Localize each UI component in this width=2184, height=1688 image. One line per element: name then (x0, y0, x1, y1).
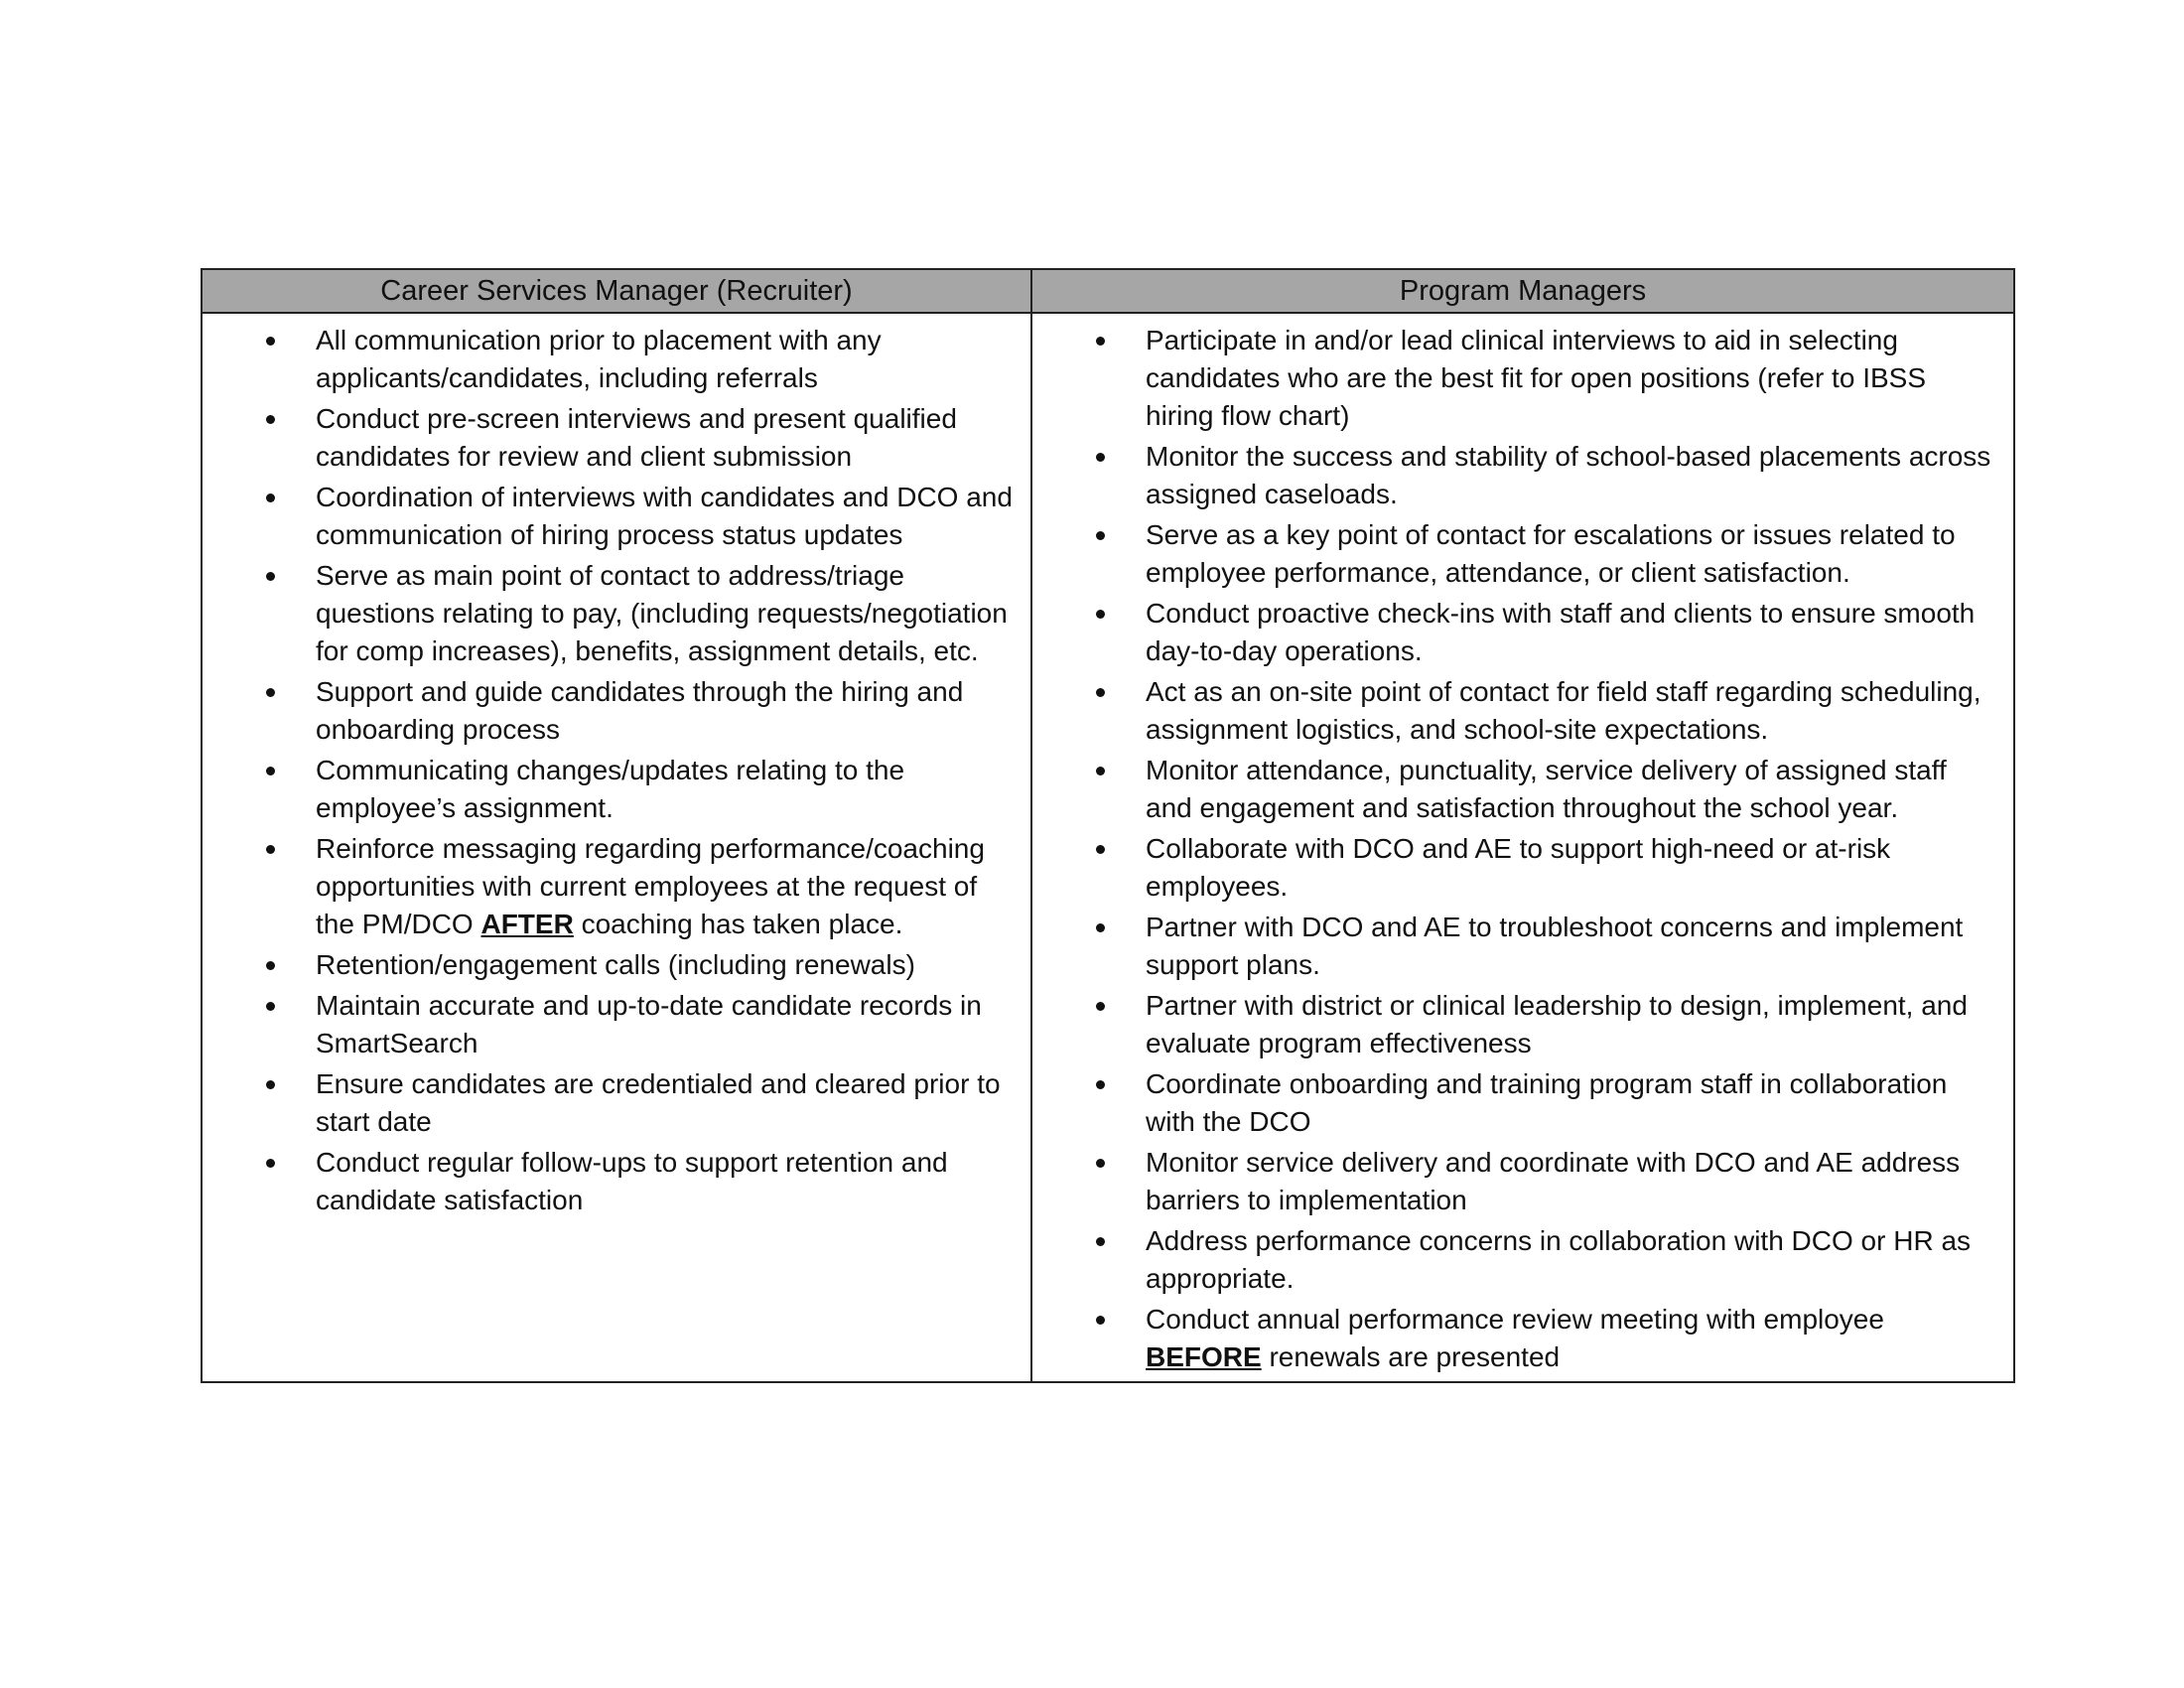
list-item (1032, 673, 1997, 749)
bullet-icon (1096, 767, 1105, 775)
bullet-icon (1096, 1002, 1105, 1011)
list-item-text: Address performance concerns in collaboration with DCO or HR as appropriate. (1146, 1225, 1972, 1294)
list-item-text: Participate in and/or lead clinical interviews to aid in selecting candidates who are the best fit for open positions (refer to IBSS hiring flow chart) (1146, 325, 1926, 431)
list-item-text: Reinforce messaging regarding performance/coaching opportunities with current employees at the request of the PM/DCO (316, 833, 985, 939)
list-item-text: Monitor the success and stability of school-based placements across assigned caseloads. (1146, 441, 1991, 509)
list-item (1032, 1144, 1997, 1219)
bullet-icon (266, 1159, 275, 1168)
bullet-icon (266, 415, 275, 424)
list-item (203, 752, 1015, 827)
list-item (203, 946, 1015, 984)
list-item (1032, 438, 1997, 513)
bullet-icon (266, 767, 275, 775)
list-item (203, 557, 1015, 670)
bullet-icon (1096, 453, 1105, 462)
bullet-icon (1096, 610, 1105, 619)
list-item-text: Communicating changes/updates relating to the employee’s assignment. (316, 755, 905, 823)
list-item (1032, 595, 1997, 670)
list-item-text: Coordination of interviews with candidates and DCO and communication of hiring process status updates (316, 482, 1013, 550)
list-item (1032, 322, 1997, 435)
table-body-row (202, 313, 2014, 1382)
list-item-text: All communication prior to placement with any applicants/candidates, including referrals (316, 325, 882, 393)
list-item (1032, 1222, 1997, 1298)
emphasis-text: AFTER (480, 909, 574, 939)
recruiter-cell (202, 313, 1031, 1382)
bullet-icon (1096, 337, 1105, 346)
bullet-icon (266, 845, 275, 854)
bullet-icon (266, 337, 275, 346)
bullet-icon (1096, 1159, 1105, 1168)
list-item (1032, 752, 1997, 827)
list-item-text: Partner with DCO and AE to troubleshoot concerns and implement support plans. (1146, 912, 1964, 980)
list-item (203, 479, 1015, 554)
program-manager-duties-list (1032, 322, 1997, 1376)
emphasis-text: BEFORE (1146, 1341, 1262, 1372)
list-item-text: Serve as a key point of contact for escalations or issues related to employee performance, attendance, or client satisfaction. (1146, 519, 1956, 588)
list-item (1032, 830, 1997, 906)
list-item-text: Conduct pre-screen interviews and present qualified candidates for review and client submission (316, 403, 957, 472)
roles-comparison-table (201, 268, 2015, 1383)
bullet-icon (1096, 688, 1105, 697)
list-item-text: Support and guide candidates through the hiring and onboarding process (316, 676, 964, 745)
program-managers-cell (1031, 313, 2014, 1382)
header-program-managers: Program Managers (1031, 269, 2014, 313)
bullet-icon (1096, 1237, 1105, 1246)
list-item-text: Act as an on-site point of contact for field staff regarding scheduling, assignment logistics, and school-site expectations. (1146, 676, 1981, 745)
list-item (1032, 516, 1997, 592)
list-item (203, 1065, 1015, 1141)
bullet-icon (266, 572, 275, 581)
bullet-icon (1096, 845, 1105, 854)
list-item-text: coaching has taken place. (573, 909, 903, 939)
bullet-icon (1096, 531, 1105, 540)
bullet-icon (266, 688, 275, 697)
bullet-icon (1096, 1080, 1105, 1089)
bullet-icon (266, 493, 275, 502)
list-item (203, 1144, 1015, 1219)
list-item-text: Serve as main point of contact to address/triage questions relating to pay, (including requests/negotiation for comp increases), benefits, assignment details, etc. (316, 560, 1008, 666)
list-item (203, 987, 1015, 1062)
list-item (1032, 1301, 1997, 1376)
bullet-icon (266, 1080, 275, 1089)
list-item (203, 673, 1015, 749)
list-item-text: Coordinate onboarding and training program staff in collaboration with the DCO (1146, 1068, 1948, 1137)
list-item (203, 400, 1015, 476)
list-item (1032, 1065, 1997, 1141)
list-item-text: Monitor attendance, punctuality, service delivery of assigned staff and engagement and satisfaction throughout the school year. (1146, 755, 1947, 823)
list-item-text: renewals are presented (1261, 1341, 1561, 1372)
recruiter-duties-list (203, 322, 1015, 1219)
bullet-icon (266, 961, 275, 970)
bullet-icon (1096, 923, 1105, 932)
list-item-text: Conduct annual performance review meeting with employee (1146, 1304, 1884, 1335)
list-item-text: Partner with district or clinical leadership to design, implement, and evaluate program effectiveness (1146, 990, 1968, 1058)
list-item (203, 830, 1015, 943)
bullet-icon (266, 1002, 275, 1011)
list-item-text: Maintain accurate and up-to-date candidate records in SmartSearch (316, 990, 982, 1058)
list-item-text: Ensure candidates are credentialed and cleared prior to start date (316, 1068, 1001, 1137)
list-item-text: Conduct proactive check-ins with staff and clients to ensure smooth day-to-day operations. (1146, 598, 1976, 666)
list-item-text: Conduct regular follow-ups to support retention and candidate satisfaction (316, 1147, 948, 1215)
header-recruiter: Career Services Manager (Recruiter) (202, 269, 1031, 313)
list-item (1032, 987, 1997, 1062)
list-item (203, 322, 1015, 397)
bullet-icon (1096, 1316, 1105, 1325)
list-item (1032, 909, 1997, 984)
list-item-text: Collaborate with DCO and AE to support high-need or at-risk employees. (1146, 833, 1891, 902)
list-item-text: Monitor service delivery and coordinate with DCO and AE address barriers to implementation (1146, 1147, 1961, 1215)
list-item-text: Retention/engagement calls (including renewals) (316, 949, 915, 980)
table-header-row (202, 269, 2014, 313)
